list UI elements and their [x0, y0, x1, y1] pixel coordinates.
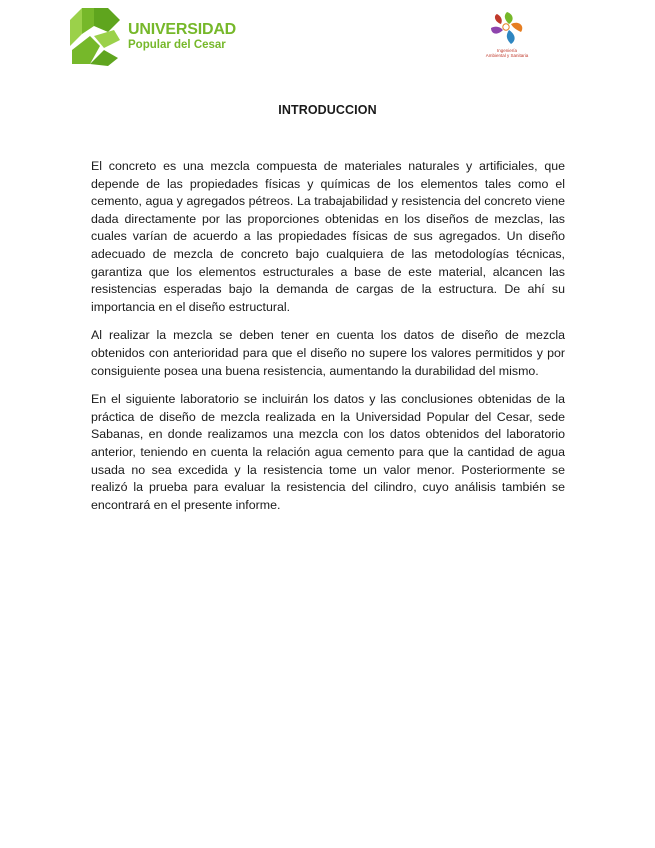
paragraph: El concreto es una mezcla compuesta de materiales naturales y artificiales, que depende de las propiedades físicas y químicas de los elementos tales como el cemento, agua y agregados pétreos. La trabajabilidad y resistencia del concreto viene dada directamente por las proporciones obtenidas en los diseños de mezclas, las cuales varían de acuerdo a las propiedades físicas de sus agregados. Un diseño adecuado de mezcla de concreto bajo cualquiera de las metodologías técnicas, garantiza que los elementos estructurales a base de este material, alcancen las resistencias esperadas bajo la demanda de cargas de la estructura. De ahí su importancia en el diseño estructural.: [91, 159, 565, 314]
program-line2: Ambiental y Sanitaria: [485, 52, 529, 58]
environmental-emblem-icon: [487, 10, 527, 48]
program-logo: [476, 10, 538, 59]
university-logo: [68, 6, 236, 68]
paragraph: En el siguiente laboratorio se incluirán los datos y las conclusiones obtenidas de la práctica de diseño de mezcla realizada en la Universidad Popular del Cesar, sede Sabanas, en donde realizamos una mezcla con los datos obtenidos del laboratorio anterior, teniendo en cuenta la relación agua cemento para que la cantidad de agua usada no sea excedida y la resistencia tome un valor menor. Posteriormente se realizó la prueba para evaluar la resistencia del cilindro, cuyo análisis también se encontrará en el presente informe.: [91, 392, 565, 512]
paragraph: Al realizar la mezcla se deben tener en cuenta los datos de diseño de mezcla obtenidos con anterioridad para que el diseño no supere los valores permitidos y por consiguiente posea una buena resistencia, aumentando la durabilidad del mismo.: [91, 328, 565, 378]
document-body: [91, 158, 565, 525]
university-subtitle: Popular del Cesar: [128, 39, 226, 52]
program-line1: Ingeniería: [496, 48, 517, 53]
upc-emblem-icon: [68, 6, 124, 68]
page-header: [0, 0, 655, 80]
university-name: UNIVERSIDAD: [128, 21, 237, 39]
page-title: INTRODUCCION: [278, 103, 377, 117]
